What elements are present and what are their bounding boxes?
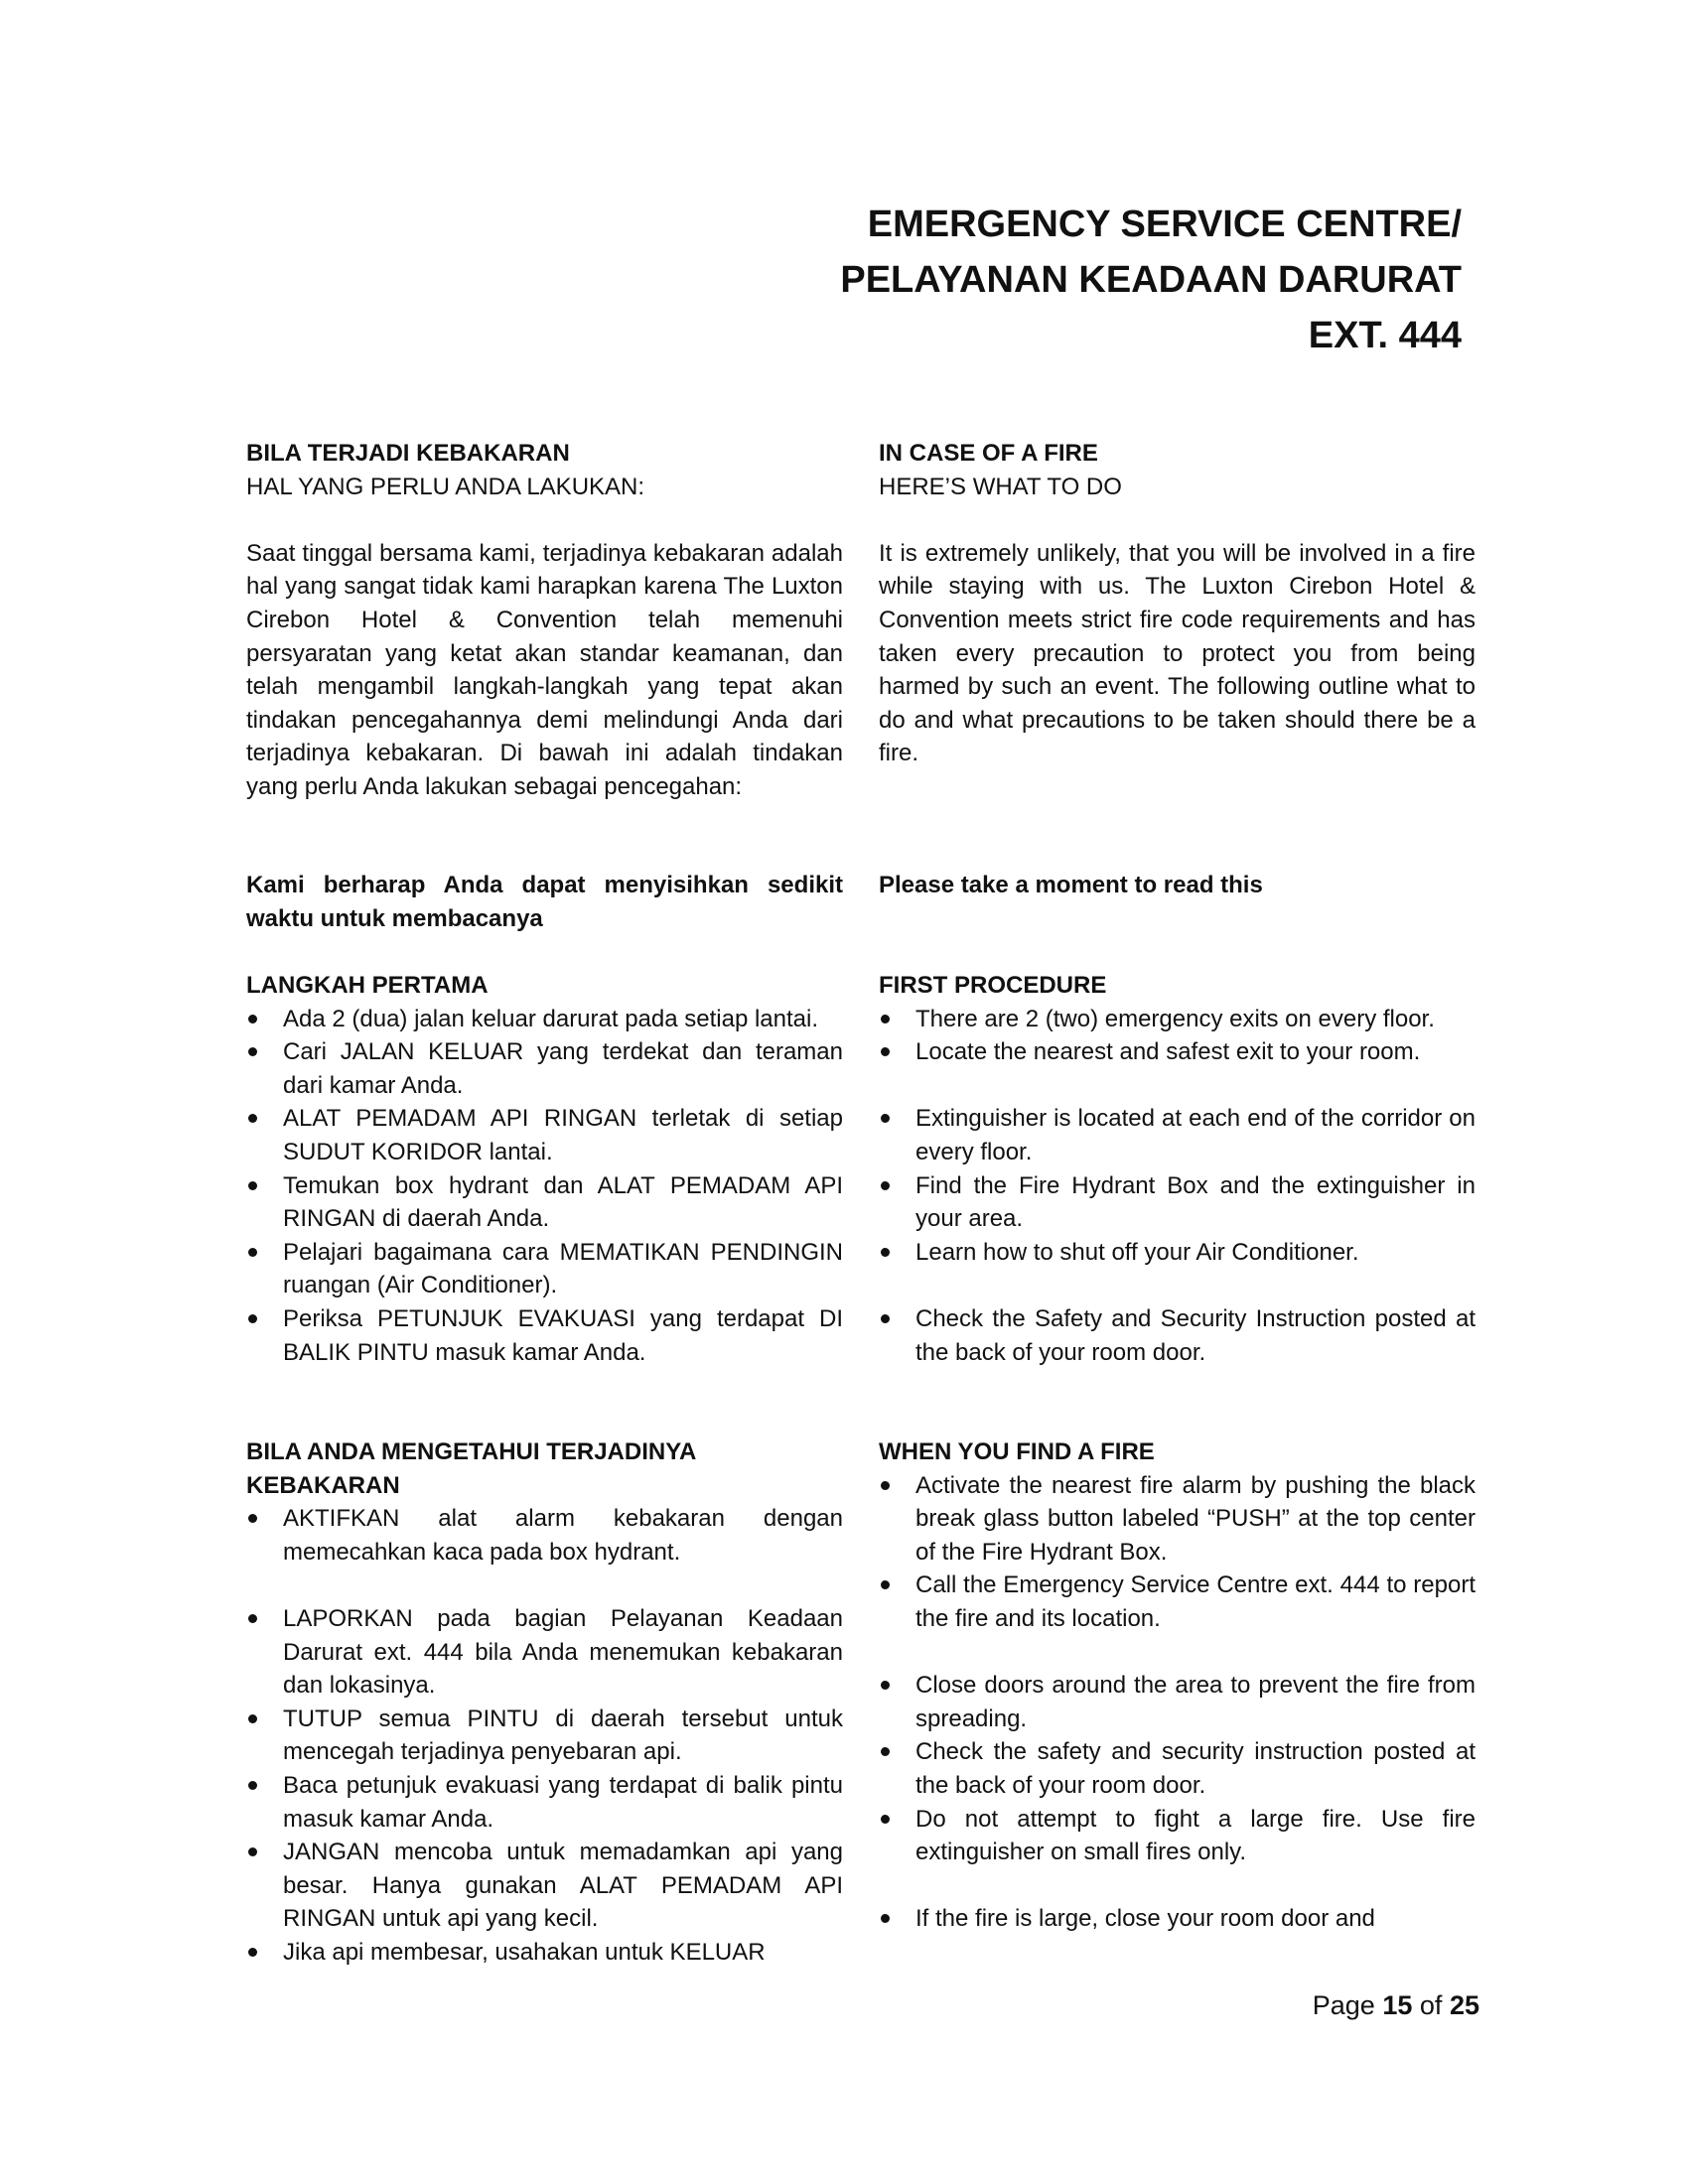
right-first-procedure [879, 969, 1476, 1369]
list-item: Close doors around the area to prevent the fire from spreading. [879, 1669, 1476, 1735]
header-line-3: EXT. 444 [1308, 315, 1462, 356]
page-current: 15 [1382, 1990, 1413, 2020]
list-item: TUTUP semua PINTU di daerah tersebut untuk mencegah terjadinya penyebaran api. [246, 1703, 843, 1769]
list-item: Temukan box hydrant dan ALAT PEMADAM API RINGAN di daerah Anda. [246, 1169, 843, 1236]
left-intro-paragraph: Saat tinggal bersama kami, terjadinya kebakaran adalah hal yang sangat tidak kami harapkan karena The Luxton Cirebon Hotel & Convention telah memenuhi persyaratan yang ketat akan standar keamanan, dan telah mengambil langkah-langkah yang tepat akan tindakan pencegahannya demi melindungi Anda dari terjadinya kebakaran. Di bawah ini adalah tindakan yang perlu Anda lakukan sebagai pencegahan: [246, 539, 843, 800]
list-item: Check the Safety and Security Instruction posted at the back of your room door. [879, 1302, 1476, 1369]
right-first-title: FIRST PROCEDURE [879, 972, 1107, 999]
list-item: Pelajari bagaimana cara MEMATIKAN PENDINGIN ruangan (Air Conditioner). [246, 1236, 843, 1302]
of-word: of [1419, 1990, 1443, 2020]
page-word: Page [1312, 1990, 1375, 2020]
list-item: ALAT PEMADAM API RINGAN terletak di setiap SUDUT KORIDOR lantai. [246, 1102, 843, 1168]
list-item: Learn how to shut off your Air Conditioner. [879, 1236, 1476, 1270]
right-first-list [879, 1003, 1476, 1370]
list-item: If the fire is large, close your room door and [879, 1902, 1476, 1936]
left-fire-procedure [246, 1435, 843, 1970]
list-item: LAPORKAN pada bagian Pelayanan Keadaan Darurat ext. 444 bila Anda menemukan kebakaran dan lokasinya. [246, 1602, 843, 1703]
spacer [246, 503, 843, 537]
left-first-title: LANGKAH PERTAMA [246, 972, 489, 999]
right-fire-procedure [879, 1435, 1476, 1936]
list-item: JANGAN mencoba untuk memadamkan api yang besar. Hanya gunakan ALAT PEMADAM API RINGAN untuk api yang kecil. [246, 1836, 843, 1936]
left-fire-list [246, 1502, 843, 1969]
list-item: AKTIFKAN alat alarm kebakaran dengan memecahkan kaca pada box hydrant. [246, 1502, 843, 1569]
list-item: Extinguisher is located at each end of the corridor on every floor. [879, 1102, 1476, 1168]
header-line-1: EMERGENCY SERVICE CENTRE/ [867, 204, 1462, 245]
right-heading: IN CASE OF A FIRE [879, 440, 1098, 467]
left-note-block [246, 869, 843, 935]
list-item: Activate the nearest fire alarm by pushing the black break glass button labeled “PUSH” at the top center of the Fire Hydrant Box. [879, 1469, 1476, 1570]
list-item: Call the Emergency Service Centre ext. 444 to report the fire and its location. [879, 1569, 1476, 1635]
list-item: Periksa PETUNJUK EVAKUASI yang terdapat DI BALIK PINTU masuk kamar Anda. [246, 1302, 843, 1369]
left-fire-title: BILA ANDA MENGETAHUI TERJADINYA KEBAKARAN [246, 1438, 696, 1499]
right-intro-block [879, 437, 1476, 770]
list-item: Jika api membesar, usahakan untuk KELUAR [246, 1936, 843, 1970]
list-item: Check the safety and security instruction posted at the back of your room door. [879, 1735, 1476, 1802]
right-fire-list [879, 1469, 1476, 1936]
left-subheading: HAL YANG PERLU ANDA LAKUKAN: [246, 473, 645, 500]
left-first-procedure [246, 969, 843, 1369]
right-intro-paragraph: It is extremely unlikely, that you will be involved in a fire while staying with us. The Luxton Cirebon Hotel & Convention meets strict fire code requirements and has taken every precaution to protect you from being harmed by such an event. The following outline what to do and what precautions to be taken should there be a fire. [879, 539, 1476, 767]
left-intro-block [246, 437, 843, 804]
list-item: Find the Fire Hydrant Box and the extinguisher in your area. [879, 1169, 1476, 1236]
page-number [1313, 1990, 1479, 2021]
document-header [767, 197, 1462, 363]
right-note: Please take a moment to read this [879, 872, 1263, 898]
list-item: There are 2 (two) emergency exits on every floor. [879, 1003, 1476, 1036]
right-note-block [879, 869, 1476, 902]
right-subheading: HERE’S WHAT TO DO [879, 473, 1122, 500]
list-item: Cari JALAN KELUAR yang terdekat dan teraman dari kamar Anda. [246, 1035, 843, 1102]
list-item: Locate the nearest and safest exit to your room. [879, 1035, 1476, 1069]
spacer [879, 503, 1476, 537]
header-line-2: PELAYANAN KEADAAN DARURAT [840, 259, 1462, 301]
list-item: Do not attempt to fight a large fire. Use fire extinguisher on small fires only. [879, 1803, 1476, 1869]
page-total: 25 [1449, 1990, 1479, 2020]
list-item: Baca petunjuk evakuasi yang terdapat di balik pintu masuk kamar Anda. [246, 1769, 843, 1836]
left-first-list [246, 1003, 843, 1370]
list-item: Ada 2 (dua) jalan keluar darurat pada setiap lantai. [246, 1003, 843, 1036]
left-note: Kami berharap Anda dapat menyisihkan sedikit waktu untuk membacanya [246, 872, 843, 932]
right-fire-title: WHEN YOU FIND A FIRE [879, 1438, 1155, 1465]
left-heading: BILA TERJADI KEBAKARAN [246, 440, 570, 467]
